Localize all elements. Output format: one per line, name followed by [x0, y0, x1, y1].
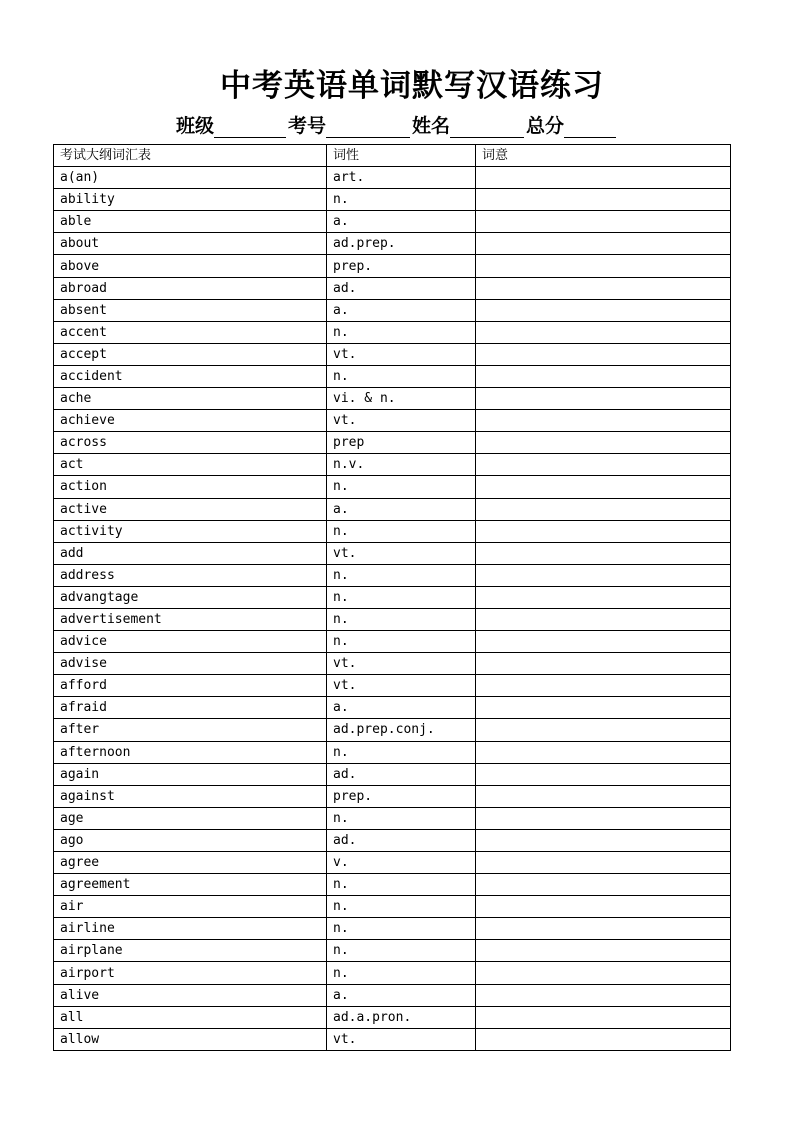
- word-cell: accept: [54, 343, 327, 365]
- table-row: [54, 167, 731, 189]
- score-blank[interactable]: [564, 117, 616, 138]
- word-cell: achieve: [54, 410, 327, 432]
- part-of-speech-cell: prep: [327, 432, 476, 454]
- meaning-answer-cell[interactable]: [476, 1006, 731, 1028]
- word-cell: again: [54, 763, 327, 785]
- word-cell: advertisement: [54, 608, 327, 630]
- class-label: 班级: [175, 115, 214, 137]
- part-of-speech-cell: n.: [327, 940, 476, 962]
- part-of-speech-cell: ad.: [327, 829, 476, 851]
- score-label: 总分: [526, 115, 565, 137]
- part-of-speech-cell: a.: [327, 498, 476, 520]
- table-row: [54, 520, 731, 542]
- table-row: [54, 277, 731, 299]
- meaning-answer-cell[interactable]: [476, 741, 731, 763]
- meaning-answer-cell[interactable]: [476, 432, 731, 454]
- meaning-answer-cell[interactable]: [476, 410, 731, 432]
- table-header-row: [54, 145, 731, 167]
- part-of-speech-cell: vt.: [327, 410, 476, 432]
- class-blank[interactable]: [214, 117, 286, 138]
- word-cell: advangtage: [54, 586, 327, 608]
- word-cell: agree: [54, 852, 327, 874]
- meaning-answer-cell[interactable]: [476, 719, 731, 741]
- word-cell: airline: [54, 918, 327, 940]
- table-row: [54, 255, 731, 277]
- table-row: [54, 476, 731, 498]
- part-of-speech-cell: prep.: [327, 255, 476, 277]
- part-of-speech-cell: a.: [327, 984, 476, 1006]
- part-of-speech-cell: n.: [327, 321, 476, 343]
- meaning-answer-cell[interactable]: [476, 1028, 731, 1050]
- table-row: [54, 233, 731, 255]
- word-cell: after: [54, 719, 327, 741]
- part-of-speech-cell: vt.: [327, 343, 476, 365]
- meaning-answer-cell[interactable]: [476, 167, 731, 189]
- meaning-answer-cell[interactable]: [476, 211, 731, 233]
- vocabulary-table: [53, 144, 731, 1051]
- meaning-answer-cell[interactable]: [476, 896, 731, 918]
- word-cell: airplane: [54, 940, 327, 962]
- word-cell: advice: [54, 631, 327, 653]
- part-of-speech-cell: ad.a.pron.: [327, 1006, 476, 1028]
- part-of-speech-cell: n.: [327, 807, 476, 829]
- meaning-answer-cell[interactable]: [476, 277, 731, 299]
- meaning-answer-cell[interactable]: [476, 940, 731, 962]
- table-row: [54, 763, 731, 785]
- word-cell: able: [54, 211, 327, 233]
- part-of-speech-cell: ad.prep.: [327, 233, 476, 255]
- table-row: [54, 896, 731, 918]
- part-of-speech-cell: n.: [327, 189, 476, 211]
- meaning-answer-cell[interactable]: [476, 542, 731, 564]
- table-row: [54, 962, 731, 984]
- word-cell: about: [54, 233, 327, 255]
- meaning-answer-cell[interactable]: [476, 321, 731, 343]
- word-cell: accent: [54, 321, 327, 343]
- part-of-speech-cell: n.: [327, 520, 476, 542]
- part-of-speech-cell: n.: [327, 874, 476, 896]
- table-row: [54, 653, 731, 675]
- word-cell: activity: [54, 520, 327, 542]
- table-row: [54, 564, 731, 586]
- meaning-answer-cell[interactable]: [476, 631, 731, 653]
- word-cell: address: [54, 564, 327, 586]
- part-of-speech-cell: ad.: [327, 763, 476, 785]
- page-title: 中考英语单词默写汉语练习: [220, 68, 604, 104]
- part-of-speech-cell: v.: [327, 852, 476, 874]
- table-row: [54, 874, 731, 896]
- part-of-speech-cell: vt.: [327, 653, 476, 675]
- meaning-answer-cell[interactable]: [476, 520, 731, 542]
- part-of-speech-cell: n.: [327, 476, 476, 498]
- table-row: [54, 454, 731, 476]
- word-cell: afford: [54, 675, 327, 697]
- meaning-answer-cell[interactable]: [476, 564, 731, 586]
- meaning-answer-cell[interactable]: [476, 829, 731, 851]
- word-cell: action: [54, 476, 327, 498]
- table-row: [54, 940, 731, 962]
- meaning-answer-cell[interactable]: [476, 675, 731, 697]
- word-cell: above: [54, 255, 327, 277]
- table-row: [54, 807, 731, 829]
- meaning-answer-cell[interactable]: [476, 697, 731, 719]
- word-cell: advise: [54, 653, 327, 675]
- meaning-answer-cell[interactable]: [476, 807, 731, 829]
- part-of-speech-cell: n.: [327, 962, 476, 984]
- number-blank[interactable]: [326, 117, 410, 138]
- meaning-answer-cell[interactable]: [476, 454, 731, 476]
- table-row: [54, 1006, 731, 1028]
- part-of-speech-cell: n.v.: [327, 454, 476, 476]
- part-of-speech-cell: a.: [327, 299, 476, 321]
- table-row: [54, 852, 731, 874]
- table-body: [54, 167, 731, 1051]
- meaning-answer-cell[interactable]: [476, 299, 731, 321]
- word-cell: add: [54, 542, 327, 564]
- meaning-answer-cell[interactable]: [476, 763, 731, 785]
- meaning-answer-cell[interactable]: [476, 785, 731, 807]
- name-blank[interactable]: [450, 117, 524, 138]
- table-row: [54, 719, 731, 741]
- table-row: [54, 608, 731, 630]
- word-cell: ability: [54, 189, 327, 211]
- meaning-answer-cell[interactable]: [476, 918, 731, 940]
- table-row: [54, 388, 731, 410]
- word-cell: agreement: [54, 874, 327, 896]
- word-cell: across: [54, 432, 327, 454]
- part-of-speech-cell: n.: [327, 896, 476, 918]
- part-of-speech-cell: a.: [327, 697, 476, 719]
- table-row: [54, 542, 731, 564]
- part-of-speech-cell: n.: [327, 631, 476, 653]
- part-of-speech-cell: vt.: [327, 542, 476, 564]
- meaning-answer-cell[interactable]: [476, 343, 731, 365]
- table-row: [54, 432, 731, 454]
- name-label: 姓名: [412, 115, 451, 137]
- part-of-speech-cell: n.: [327, 564, 476, 586]
- word-cell: a(an): [54, 167, 327, 189]
- table-row: [54, 321, 731, 343]
- table-row: [54, 741, 731, 763]
- meaning-answer-cell[interactable]: [476, 653, 731, 675]
- meaning-answer-cell[interactable]: [476, 984, 731, 1006]
- meaning-answer-cell[interactable]: [476, 852, 731, 874]
- word-cell: air: [54, 896, 327, 918]
- part-of-speech-cell: ad.: [327, 277, 476, 299]
- part-of-speech-cell: vt.: [327, 1028, 476, 1050]
- part-of-speech-cell: vt.: [327, 675, 476, 697]
- part-of-speech-cell: n.: [327, 365, 476, 387]
- table-row: [54, 211, 731, 233]
- meaning-answer-cell[interactable]: [476, 255, 731, 277]
- word-cell: ago: [54, 829, 327, 851]
- word-cell: airport: [54, 962, 327, 984]
- part-of-speech-cell: n.: [327, 586, 476, 608]
- word-cell: alive: [54, 984, 327, 1006]
- meaning-answer-cell[interactable]: [476, 189, 731, 211]
- table-row: [54, 829, 731, 851]
- meaning-answer-cell[interactable]: [476, 365, 731, 387]
- table-row: [54, 586, 731, 608]
- meaning-answer-cell[interactable]: [476, 608, 731, 630]
- meaning-answer-cell[interactable]: [476, 962, 731, 984]
- word-cell: ache: [54, 388, 327, 410]
- table-row: [54, 785, 731, 807]
- part-of-speech-cell: n.: [327, 608, 476, 630]
- header-word: 考试大纲词汇表: [54, 145, 327, 167]
- meaning-answer-cell[interactable]: [476, 476, 731, 498]
- table-row: [54, 498, 731, 520]
- word-cell: allow: [54, 1028, 327, 1050]
- part-of-speech-cell: n.: [327, 918, 476, 940]
- student-info-line: [0, 111, 794, 138]
- word-cell: all: [54, 1006, 327, 1028]
- table-row: [54, 189, 731, 211]
- table-row: [54, 365, 731, 387]
- word-cell: age: [54, 807, 327, 829]
- word-cell: against: [54, 785, 327, 807]
- part-of-speech-cell: ad.prep.conj.: [327, 719, 476, 741]
- word-cell: active: [54, 498, 327, 520]
- word-cell: absent: [54, 299, 327, 321]
- table-row: [54, 299, 731, 321]
- word-cell: afraid: [54, 697, 327, 719]
- table-row: [54, 631, 731, 653]
- table-row: [54, 1028, 731, 1050]
- meaning-answer-cell[interactable]: [476, 388, 731, 410]
- part-of-speech-cell: prep.: [327, 785, 476, 807]
- meaning-answer-cell[interactable]: [476, 233, 731, 255]
- meaning-answer-cell[interactable]: [476, 586, 731, 608]
- header-part-of-speech: 词性: [327, 145, 476, 167]
- table-row: [54, 343, 731, 365]
- word-cell: abroad: [54, 277, 327, 299]
- table-row: [54, 984, 731, 1006]
- part-of-speech-cell: vi. & n.: [327, 388, 476, 410]
- part-of-speech-cell: n.: [327, 741, 476, 763]
- table-row: [54, 697, 731, 719]
- word-cell: accident: [54, 365, 327, 387]
- part-of-speech-cell: art.: [327, 167, 476, 189]
- number-label: 考号: [287, 115, 326, 137]
- meaning-answer-cell[interactable]: [476, 874, 731, 896]
- meaning-answer-cell[interactable]: [476, 498, 731, 520]
- word-cell: act: [54, 454, 327, 476]
- table-row: [54, 918, 731, 940]
- table-row: [54, 410, 731, 432]
- part-of-speech-cell: a.: [327, 211, 476, 233]
- header-meaning: 词意: [476, 145, 731, 167]
- table-row: [54, 675, 731, 697]
- word-cell: afternoon: [54, 741, 327, 763]
